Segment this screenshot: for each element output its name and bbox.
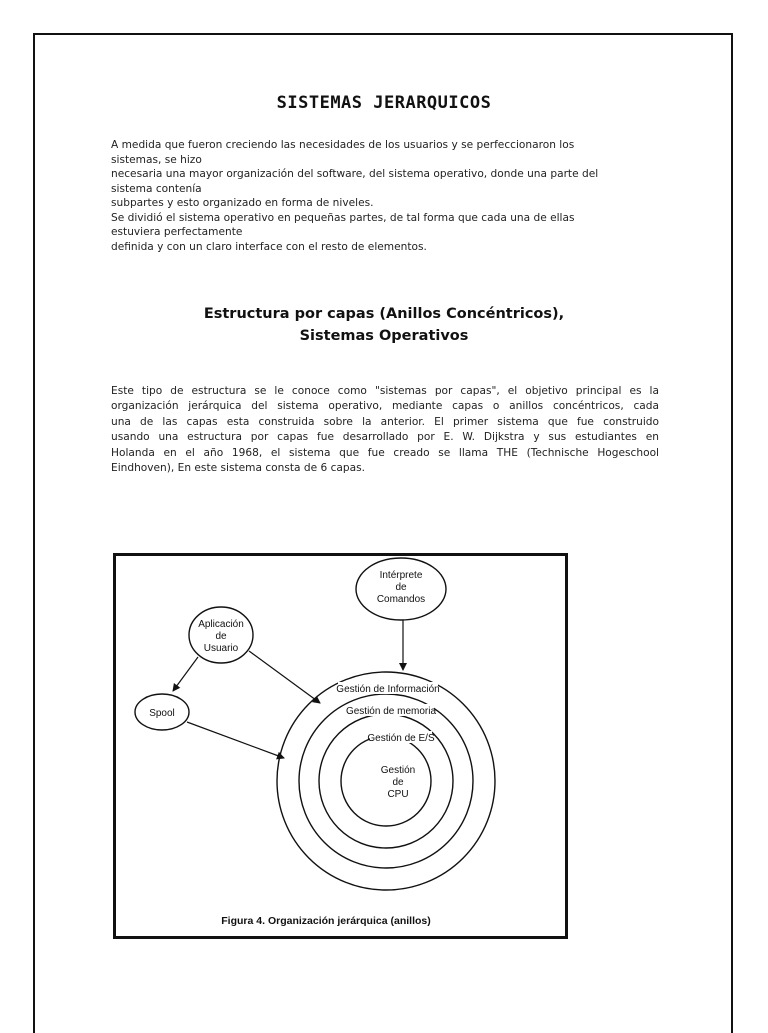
subtitle-line: Estructura por capas (Anillos Concéntricos), — [203, 306, 565, 322]
interprete-line: Intérprete — [379, 570, 423, 581]
body-line: organización jerárquica del sistema operativo, mediante capas o anillos concéntricos, cada — [111, 400, 659, 413]
body-paragraph — [111, 384, 659, 476]
intro-line: sistemas, se hizo — [111, 153, 202, 166]
body-line: Eindhoven), En este sistema consta de 6 capas. — [111, 462, 366, 475]
intro-line: subpartes y esto organizado en forma de niveles. — [111, 197, 374, 209]
body-line: Holanda en el año 1968, el sistema que fue creado se llama THE (Technische Hogeschool — [111, 446, 659, 459]
label-gestion-memoria: Gestión de memoria — [345, 706, 437, 717]
body-line: Este tipo de estructura se le conoce como "sistemas por capas", el objetivo principal es la — [111, 385, 659, 397]
intro-line: definida y con un claro interface con el resto de elementos. — [111, 240, 427, 253]
intro-line: sistema contenía — [111, 182, 202, 195]
aplicacion-line: Usuario — [203, 643, 239, 654]
arrow-spool-to-rings — [187, 722, 284, 758]
page-title: SISTEMAS JERARQUICOS — [276, 93, 492, 113]
label-gestion-es: Gestión de E/S — [367, 733, 435, 744]
figure-caption: Figura 4. Organización jerárquica (anillos) — [221, 915, 431, 927]
body-line: usando una estructura por capas fue desarrollado por E. W. Dijkstra y sus estudiantes en — [111, 431, 659, 444]
cpu-line: CPU — [387, 789, 409, 800]
aplicacion-line: Aplicación — [198, 619, 244, 630]
arrow-aplicacion-to-spool — [173, 657, 198, 691]
spool-label: Spool — [149, 708, 175, 719]
interprete-line: de — [395, 582, 407, 593]
ring-memoria — [299, 694, 473, 868]
intro-line: estuviera perfectamente — [111, 226, 243, 238]
subtitle-line: Sistemas Operativos — [299, 328, 469, 344]
intro-line: Se dividió el sistema operativo en pequeñas partes, de tal forma que cada una de ellas — [111, 211, 575, 224]
cpu-line: de — [392, 777, 404, 788]
arrow-aplicacion-to-rings — [249, 651, 320, 703]
aplicacion-line: de — [215, 631, 227, 642]
interprete-line: Comandos — [376, 594, 426, 605]
section-subtitle — [0, 303, 768, 347]
rings-diagram — [116, 556, 565, 936]
body-line: una de las capas esta construida sobre la anterior. El primer sistema que fue construido — [111, 415, 659, 428]
rings-figure — [113, 553, 568, 939]
cpu-line: Gestión — [380, 765, 416, 776]
intro-line: A medida que fueron creciendo las necesidades de los usuarios y se perfeccionaron los — [111, 139, 575, 151]
label-gestion-informacion: Gestión de Información — [336, 684, 440, 695]
intro-line: necesaria una mayor organización del software, del sistema operativo, donde una parte del — [111, 168, 599, 180]
ring-cpu — [341, 736, 431, 826]
intro-paragraph — [111, 138, 659, 254]
